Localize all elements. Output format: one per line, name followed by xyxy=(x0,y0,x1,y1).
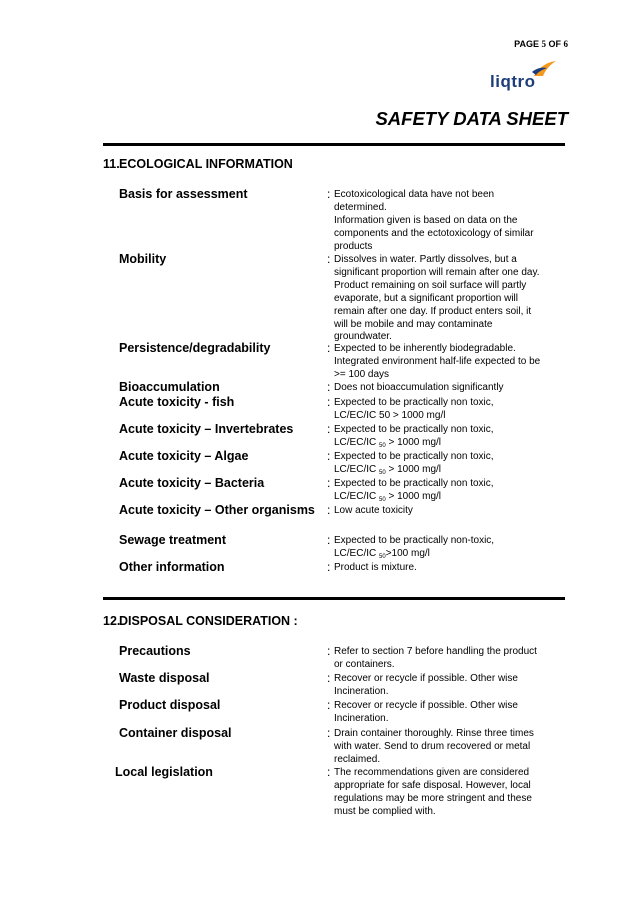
section-number: 12. xyxy=(103,614,121,628)
field-value: : Dissolves in water. Partly dissolves, but a significant proportion will remain after one day. Product remaining on soil surface will partly evaporate, but a significant proportion will remain after one day. If product enters soil, it will be mobile and may contaminate groundwater. xyxy=(327,252,540,343)
field-value: : Low acute toxicity xyxy=(327,503,413,517)
field-value: : Does not bioaccumulation significantly xyxy=(327,380,504,394)
field-label: Container disposal xyxy=(119,726,232,740)
field-label: Bioaccumulation xyxy=(119,380,220,394)
field-value: : Expected to be practically non toxic, LC/EC/IC $_{50}$ > 1000 mg/l xyxy=(327,476,494,503)
section-title-text: ECOLOGICAL INFORMATION xyxy=(119,157,293,171)
field-label: Acute toxicity – Bacteria xyxy=(119,476,265,490)
field-label: Other information xyxy=(119,560,225,574)
field-value: : The recommendations given are considered appropriate for safe disposal. However, local regulations may be more stringent and these must be complied with. xyxy=(327,765,532,817)
company-logo xyxy=(490,58,560,94)
field-label: Acute toxicity – Algae xyxy=(119,449,249,463)
field-value: : Drain container thoroughly. Rinse three times with water. Send to drum recovered or metal reclaimed. xyxy=(327,726,534,765)
field-value: : Recover or recycle if possible. Other wise Incineration. xyxy=(327,698,518,724)
page-of: OF xyxy=(548,39,561,49)
field-value: : Expected to be practically non-toxic, LC/EC/IC $_{50}$>100 mg/l xyxy=(327,533,495,560)
field-value: : Expected to be practically non toxic, LC/EC/IC $_{50}$ > 1000 mg/l xyxy=(327,422,494,449)
field-value: : Refer to section 7 before handling the product or containers. xyxy=(327,644,537,670)
field-label: Acute toxicity - fish xyxy=(119,395,235,409)
field-label: Acute toxicity – Other organisms xyxy=(119,503,315,517)
section-12-title xyxy=(103,614,298,628)
field-label: Local legislation xyxy=(115,765,213,779)
page-total: 6 xyxy=(563,39,568,49)
field-value: : Ecotoxicological data have not been determined. Information given is based on data on the components and the ectotoxicology of similar products xyxy=(327,187,534,252)
page-label: PAGE xyxy=(514,39,539,49)
field-label: Basis for assessment xyxy=(119,187,248,201)
divider xyxy=(103,143,565,146)
field-value: : Expected to be practically non toxic, LC/EC/IC $_{50}$ > 1000 mg/l xyxy=(327,449,494,476)
field-value: : Product is mixture. xyxy=(327,560,417,574)
field-label: Sewage treatment xyxy=(119,533,226,547)
logo-text: liqtro xyxy=(490,72,536,91)
field-label: Product disposal xyxy=(119,698,221,712)
page-current: 5 xyxy=(541,39,546,49)
section-11-title xyxy=(103,157,293,171)
divider xyxy=(103,597,565,600)
field-label: Persistence/degradability xyxy=(119,341,271,355)
field-label: Precautions xyxy=(119,644,191,658)
field-label: Mobility xyxy=(119,252,167,266)
field-label: Acute toxicity – Invertebrates xyxy=(119,422,294,436)
field-value: : Recover or recycle if possible. Other wise Incineration. xyxy=(327,671,518,697)
section-number: 11. xyxy=(103,157,120,171)
field-value: : Expected to be inherently biodegradable. Integrated environment half-life expected to be >= 100 days xyxy=(327,341,541,380)
page-number xyxy=(514,39,568,49)
field-value: : Expected to be practically non toxic, LC/EC/IC 50 > 1000 mg/l xyxy=(327,395,494,421)
document-title: SAFETY DATA SHEET xyxy=(375,108,568,129)
section-title-text: DISPOSAL CONSIDERATION : xyxy=(119,614,298,628)
field-label: Waste disposal xyxy=(119,671,210,685)
